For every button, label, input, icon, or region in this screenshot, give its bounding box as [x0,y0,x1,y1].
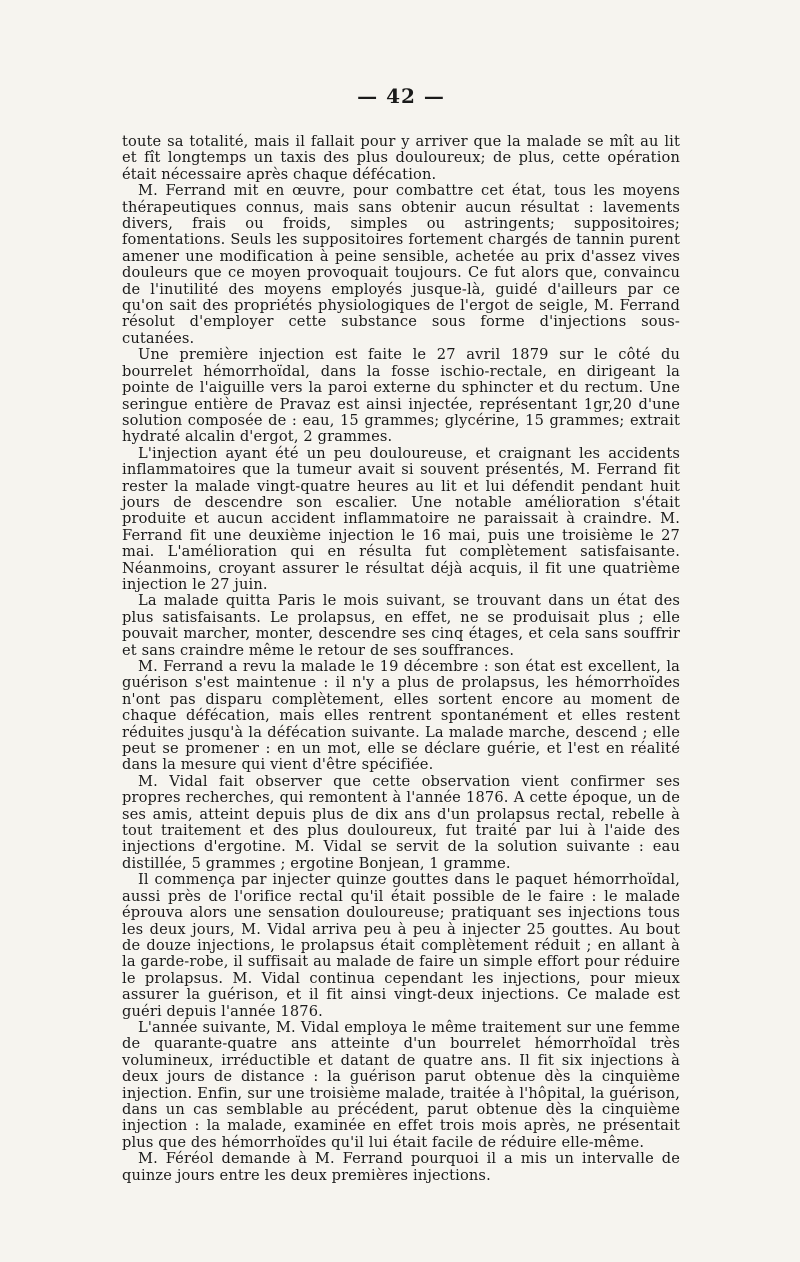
paragraph-6: M. Ferrand a revu la malade le 19 décembre : son état est excellent, la guérison s'est maintenue : il n'y a plus de prolapsus, les hémorrhoïdes n'ont pas disparu complètement, elles sortent encore au moment de chaque défécation, mais elles rentrent spontanément et elles restent réduites jusqu'à la défécation suivante. La malade marche, descend ; elle peut se promener : en un mot, elle se déclare guérie, et l'est en réalité dans la mesure qui vient d'être spécifiée. [122,658,680,774]
paragraph-9: L'année suivante, M. Vidal employa le même traitement sur une femme de quarante-quatre ans atteinte d'un bourrelet hémorrhoïdal très volumineux, irréductible et datant de quatre ans. Il fit six injections à deux jours de distance : la guérison parut obtenue dès la cinquième injection. Enfin, sur une troisième malade, traitée à l'hôpital, la guérison, dans un cas semblable au précédent, parut obtenue dès la cinquième injection : la malade, examinée en effet trois mois après, ne présentait plus que des hémorrhoïdes qu'il lui était facile de réduire elle-même. [122,1018,680,1151]
paragraph-3: Une première injection est faite le 27 avril 1879 sur le côté du bourrelet hémorrhoïdal, dans la fosse ischio-rectale, en dirigeant la pointe de l'aiguille vers la paroi externe du sphincter et du rectum. Une seringue entière de Pravaz est ainsi injectée, représentant 1gr,20 d'une solution composée de : eau, 15 grammes; glycérine, 15 grammes; extrait hydraté alcalin d'ergot, 2 grammes. [122,346,680,446]
body-text [122,134,680,1184]
paragraph-4: L'injection ayant été un peu douloureuse, et craignant les accidents inflammatoires que la tumeur avait si souvent présentés, M. Ferrand fit rester la malade vingt-quatre heures au lit et lui défendit pendant huit jours de descendre son escalier. Une notable amélioration s'était produite et aucun accident inflammatoire ne paraissait à craindre. M. Ferrand fit une deuxième injection le 16 mai, puis une troisième le 27 mai. L'amélioration qui en résulta fut complètement satisfaisante. Néanmoins, croyant assurer le résultat déjà acquis, il fit une quatrième injection le 27 juin. [122,444,680,593]
paragraph-7: M. Vidal fait observer que cette observation vient confirmer ses propres recherches, qui remontent à l'année 1876. A cette époque, un de ses amis, atteint depuis plus de dix ans d'un prolapsus rectal, rebelle à tout traitement et des plus douloureux, fut traité par lui à l'aide des injections d'ergotine. M. Vidal se servit de la solution suivante : eau distillée, 5 grammes ; ergotine Bonjean, 1 gramme. [122,772,680,872]
page-number: — 42 — [357,84,445,108]
paragraph-1: toute sa totalité, mais il fallait pour y arriver que la malade se mît au lit et fît longtemps un taxis des plus douloureux; de plus, cette opération était nécessaire après chaque défécation. [122,133,680,183]
paragraph-10: M. Féréol demande à M. Ferrand pourquoi il a mis un intervalle de quinze jours entre les deux premières injections. [122,1150,680,1184]
paragraph-8: Il commença par injecter quinze gouttes dans le paquet hémorrhoïdal, aussi près de l'orifice rectal qu'il était possible de le faire : le malade éprouva alors une sensation douloureuse; pratiquant ses injections tous les deux jours, M. Vidal arriva peu à peu à injecter 25 gouttes. Au bout de douze injections, le prolapsus était complètement réduit ; en allant à la garde-robe, il suffisait au malade de faire un simple effort pour réduire le prolapsus. M. Vidal continua cependant les injections, pour mieux assurer la guérison, et il fit ainsi vingt-deux injections. Ce malade est guéri depuis l'année 1876. [122,871,680,1020]
paragraph-2: M. Ferrand mit en œuvre, pour combattre cet état, tous les moyens thérapeutiques connus, mais sans obtenir aucun résultat : lavements divers, frais ou froids, simples ou astringents; suppositoires; fomentations. Seuls les suppositoires fortement chargés de tannin purent amener une modification à peine sensible, achetée au prix d'assez vives douleurs que ce moyen provoquait toujours. Ce fut alors que, convaincu de l'inutilité des moyens employés jusque-là, guidé d'ailleurs par ce qu'on sait des propriétés physiologiques de l'ergot de seigle, M. Ferrand résolut d'employer cette substance sous forme d'injections sous-cutanées. [122,182,680,347]
paragraph-5: La malade quitta Paris le mois suivant, se trouvant dans un état des plus satisfaisants. Le prolapsus, en effet, ne se produisait plus ; elle pouvait marcher, monter, descendre ses cinq étages, et cela sans souffrir et sans craindre même le retour de ses souffrances. [122,592,680,659]
